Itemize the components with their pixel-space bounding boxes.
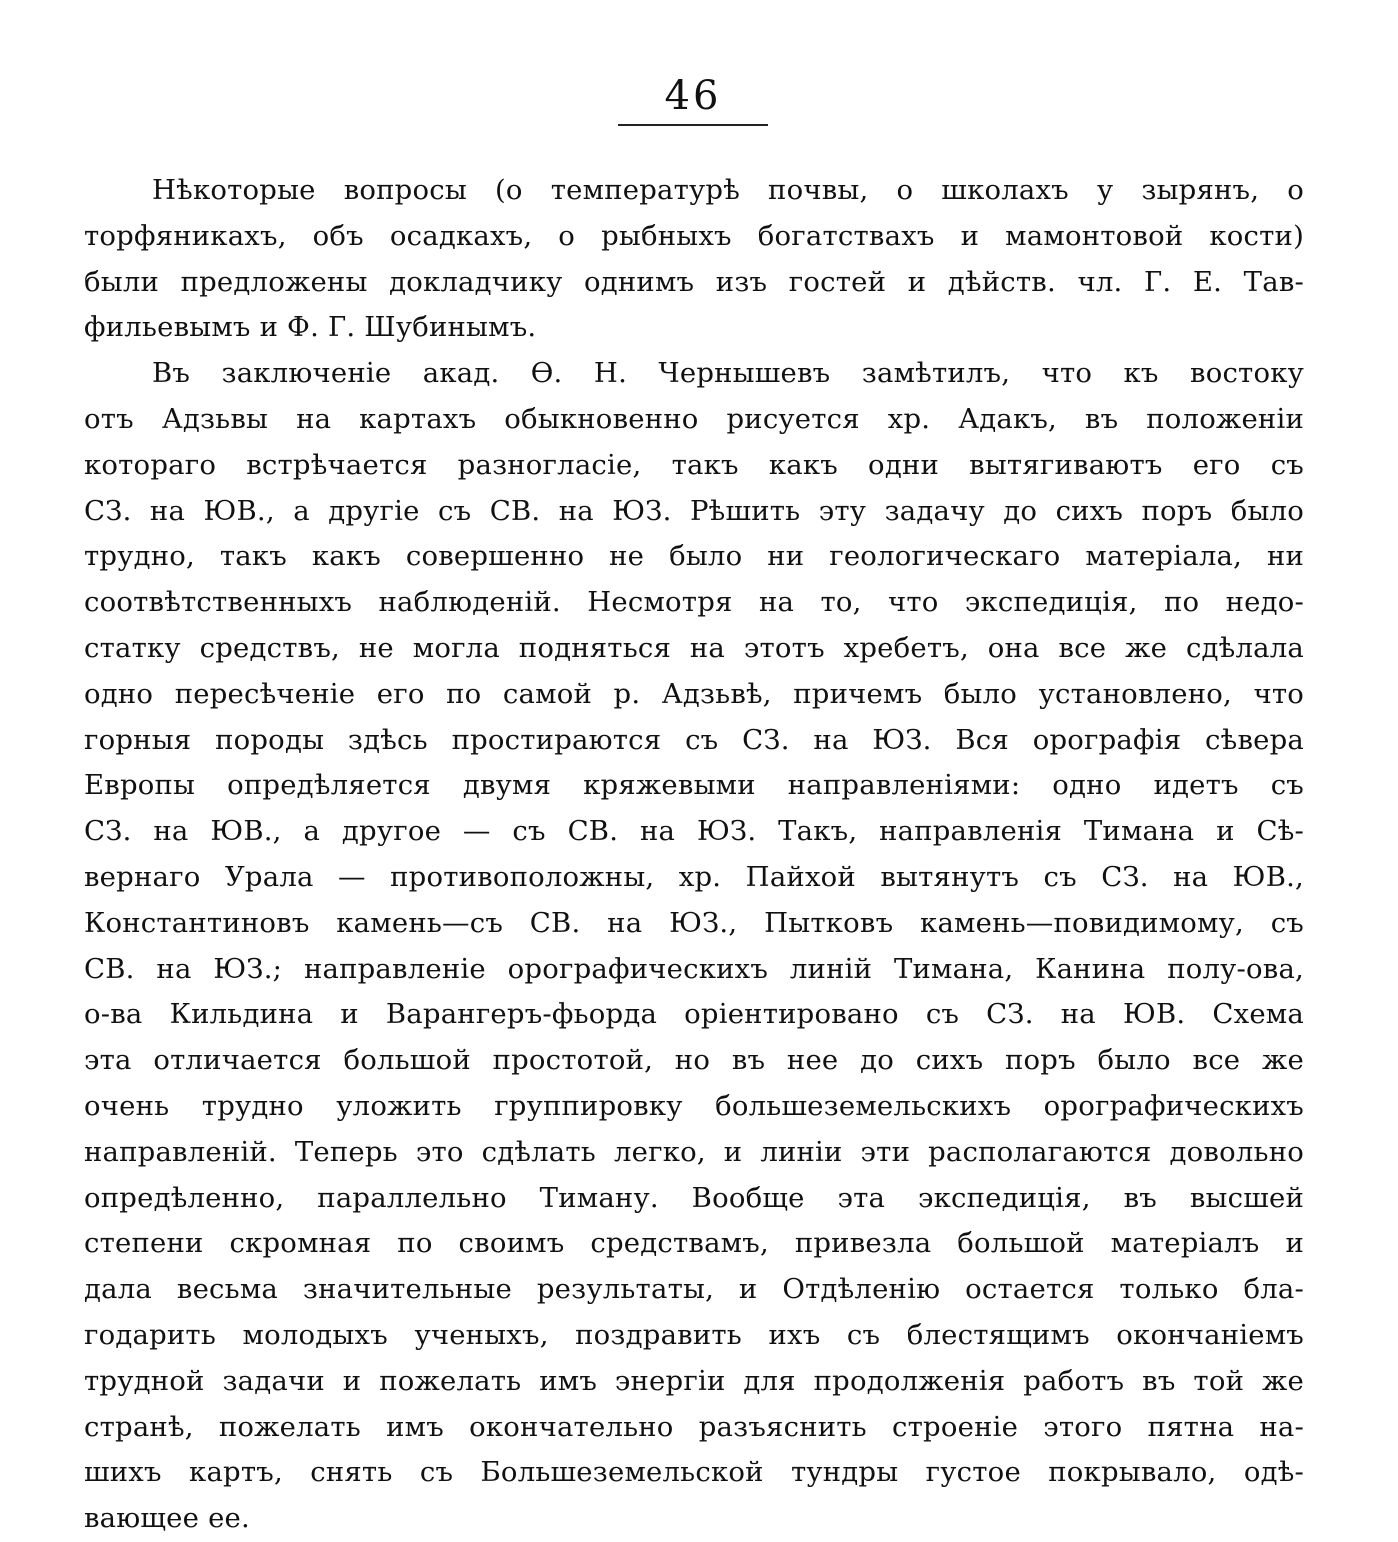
text-line: трудной задачи и пожелать имъ энергіи для продолженія работъ въ той же [84,1364,1304,1397]
text-line: Константиновъ камень—съ СВ. на ЮЗ., Пытковъ камень—повидимому, съ [84,906,1304,939]
text-line: отъ Адзьвы на картахъ обыкновенно рисуется хр. Адакъ, въ положеніи [84,402,1304,435]
text-line: горныя породы здѣсь простираются съ СЗ. на ЮЗ. Вся орографія сѣвера [84,723,1304,756]
text-line: шихъ картъ, снять съ Большеземельской тундры густое покрывало, одѣ- [84,1456,1304,1489]
text-line: СВ. на ЮЗ.; направленіе орографическихъ линій Тимана, Канина полу-ова, [84,952,1304,985]
text-line: годарить молодыхъ ученыхъ, поздравить ихъ съ блестящимъ окончаніемъ [84,1318,1304,1351]
text-line: котораго встрѣчается разногласіе, такъ какъ одни вытягиваютъ его съ [84,448,1304,481]
text-line: торфяникахъ, объ осадкахъ, о рыбныхъ богатствахъ и мамонтовой кости) [84,219,1304,252]
body-text [84,168,1304,1542]
text-line: Нѣкоторые вопросы (о температурѣ почвы, о школахъ у зырянъ, о [152,174,1304,206]
text-line: одно пересѣченіе его по самой р. Адзьвѣ, причемъ было установлено, что [84,677,1304,710]
text-line: статку средствъ, не могла подняться на этотъ хребетъ, она все же сдѣлала [84,631,1304,664]
text-line: трудно, такъ какъ совершенно не было ни геологическаго матеріала, ни [84,540,1304,573]
text-line: дала весьма значительные результаты, и Отдѣленію остается только бла- [84,1273,1304,1306]
text-line: СЗ. на ЮВ., а другое — съ СВ. на ЮЗ. Такъ, направленія Тимана и Сѣ- [84,815,1304,848]
text-line: о-ва Кильдина и Варангеръ-фьорда оріентировано съ СЗ. на ЮВ. Схема [84,998,1304,1031]
text-line: эта отличается большой простотой, но въ нее до сихъ поръ было все же [84,1044,1304,1077]
text-line: СЗ. на ЮВ., а другіе съ СВ. на ЮЗ. Рѣшить эту задачу до сихъ поръ было [84,494,1304,527]
text-line: очень трудно уложить группировку большеземельскихъ орографическихъ [84,1089,1304,1122]
paragraph-2 [84,351,1304,1542]
text-line: вернаго Урала — противоположны, хр. Пайхой вытянутъ съ СЗ. на ЮВ., [84,860,1304,893]
page-number-rule [618,124,768,126]
text-line: соотвѣтственныхъ наблюденій. Несмотря на то, что экспедиція, по недо- [84,586,1304,619]
paragraph-1 [84,168,1304,351]
text-line: Въ заключеніе акад. Ѳ. Н. Чернышевъ замѣтилъ, что къ востоку [152,357,1304,390]
text-line: были предложены докладчику однимъ изъ гостей и дѣйств. чл. Г. Е. Тав- [84,265,1304,298]
text-line: степени скромная по своимъ средствамъ, привезла большой матеріалъ и [84,1227,1304,1260]
text-line: Европы опредѣляется двумя кряжевыми направленіями: одно идетъ съ [84,769,1304,802]
text-line: странѣ, пожелать имъ окончательно разъяснить строеніе этого пятна на- [84,1410,1304,1443]
text-line: фильевымъ и Ф. Г. Шубинымъ. [84,311,537,344]
text-line: направленій. Теперь это сдѣлать легко, и линіи эти располагаются довольно [84,1135,1304,1168]
page-number: 46 [664,73,722,119]
text-line: вающее ее. [84,1502,250,1535]
text-line: опредѣленно, параллельно Тиману. Вообще эта экспедиція, въ высшей [84,1181,1304,1214]
